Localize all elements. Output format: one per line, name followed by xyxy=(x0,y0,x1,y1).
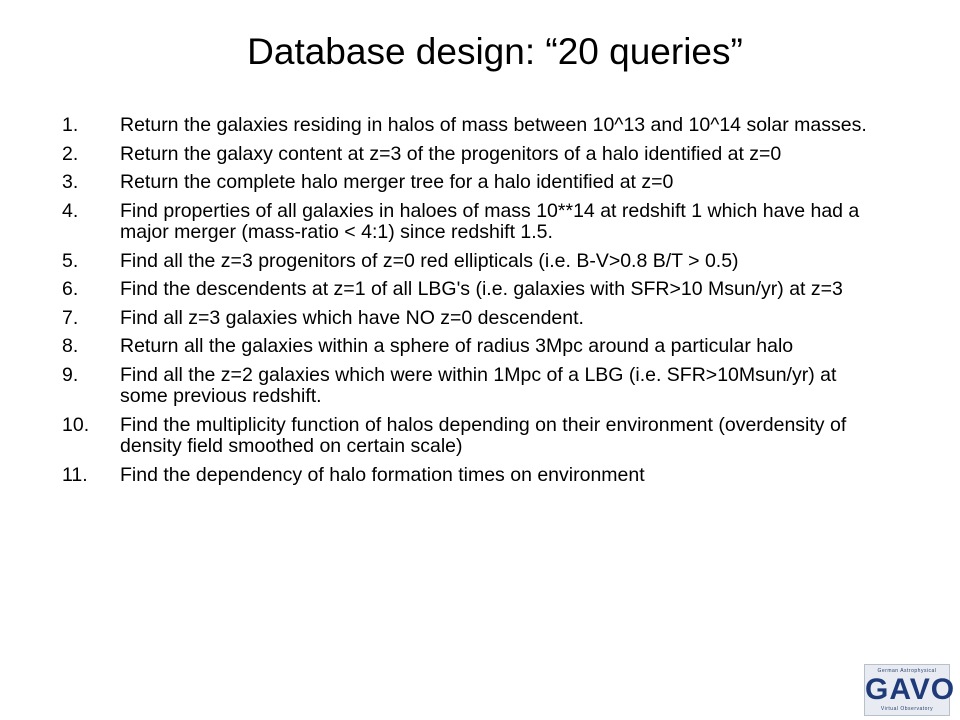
query-text: Find all the z=3 progenitors of z=0 red ellipticals (i.e. B-V>0.8 B/T > 0.5) xyxy=(120,249,739,272)
query-item xyxy=(62,415,872,458)
query-item xyxy=(62,251,872,273)
slide-title: Database design: “20 queries” xyxy=(247,31,743,72)
query-text: Find the multiplicity function of halos depending on their environment (overdensity of density field smoothed on certain scale) xyxy=(120,413,847,457)
query-item xyxy=(62,308,872,330)
query-text: Find all the z=2 galaxies which were within 1Mpc of a LBG (i.e. SFR>10Msun/yr) at some previous redshift. xyxy=(120,363,837,407)
query-number: 6. xyxy=(62,278,79,300)
logo-main-text: GAVO xyxy=(865,673,956,706)
logo-bottom-text: Virtual Observatory xyxy=(880,706,934,712)
query-text: Find the descendents at z=1 of all LBG's (i.e. galaxies with SFR>10 Msun/yr) at z=3 xyxy=(120,278,843,300)
query-item xyxy=(62,465,872,487)
query-text: Find all z=3 galaxies which have NO z=0 descendent. xyxy=(120,306,584,329)
query-text: Find properties of all galaxies in haloes of mass 10**14 at redshift 1 which have had a major merger (mass-ratio < 4:1) since redshift 1.5. xyxy=(120,199,860,243)
gavo-logo xyxy=(864,664,956,716)
query-text: Return the galaxy content at z=3 of the progenitors of a halo identified at z=0 xyxy=(120,142,782,165)
query-item xyxy=(62,201,872,244)
query-number: 3. xyxy=(62,171,79,193)
query-number: 9. xyxy=(62,363,79,386)
logo-top-text: German Astrophysical xyxy=(877,668,937,674)
query-text: Find the dependency of halo formation times on environment xyxy=(120,463,645,486)
query-item xyxy=(62,279,872,301)
query-item xyxy=(62,365,872,408)
query-item xyxy=(62,336,872,358)
query-text: Return the galaxies residing in halos of mass between 10^13 and 10^14 solar masses. xyxy=(120,114,867,136)
query-number: 4. xyxy=(62,199,79,222)
query-number: 5. xyxy=(62,249,79,272)
query-text: Return the complete halo merger tree for a halo identified at z=0 xyxy=(120,171,674,193)
query-text: Return all the galaxies within a sphere of radius 3Mpc around a particular halo xyxy=(120,335,794,357)
query-item xyxy=(62,144,872,166)
query-number: 1. xyxy=(62,114,79,136)
query-number: 11. xyxy=(62,463,88,486)
query-number: 7. xyxy=(62,306,79,329)
query-item xyxy=(62,115,872,137)
query-number: 8. xyxy=(62,335,79,357)
query-list xyxy=(62,115,872,493)
query-number: 10. xyxy=(62,413,90,436)
query-item xyxy=(62,172,872,194)
query-number: 2. xyxy=(62,142,79,165)
